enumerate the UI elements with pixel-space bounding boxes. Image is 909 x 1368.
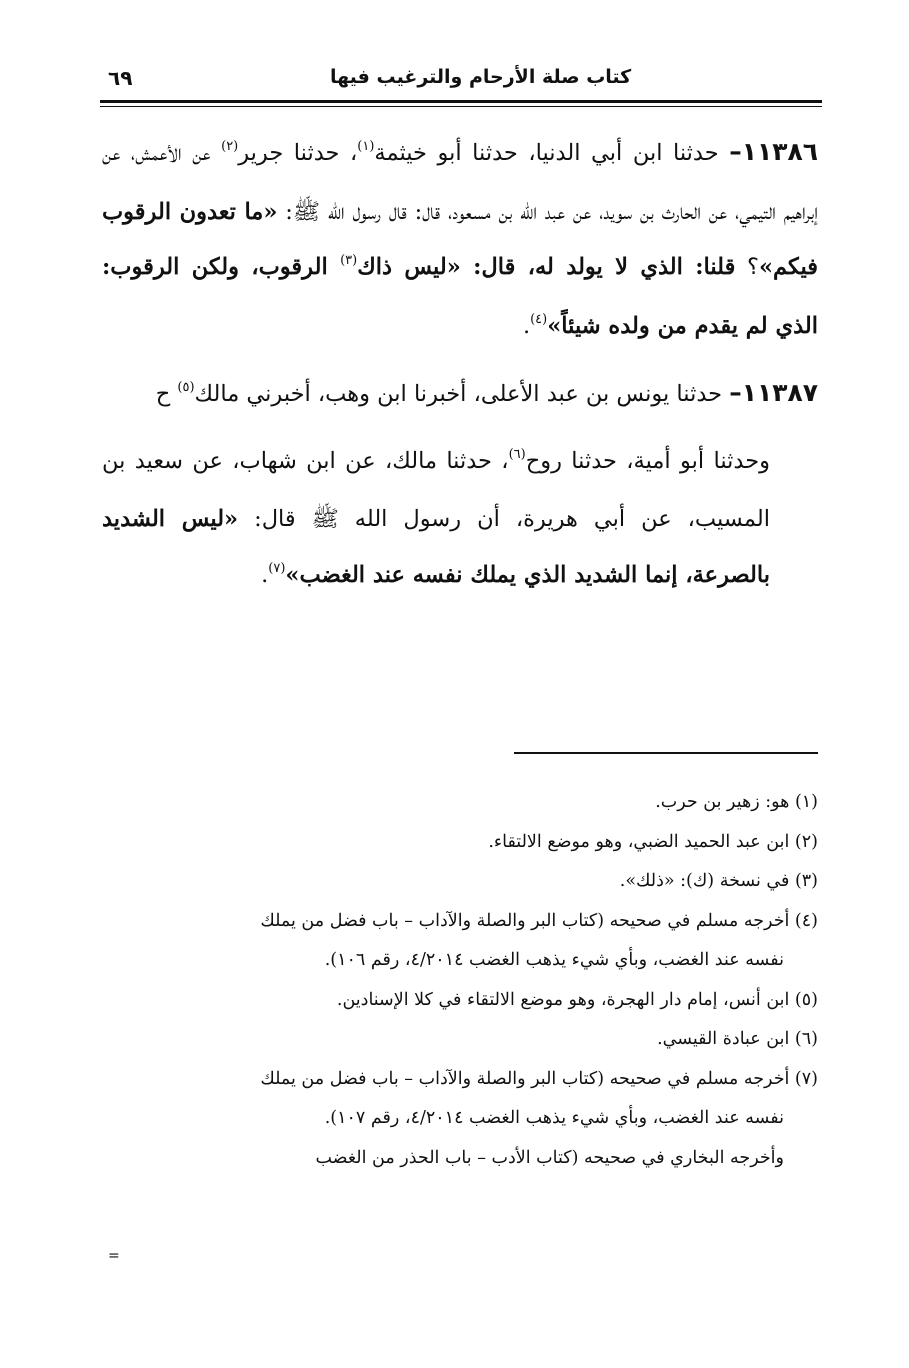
matn-text: قلنا: الذي لا يولد له، قال: [460,254,736,280]
matn-quote: «ما تعدون الرقوب فيكم» [102,198,818,280]
hadith-1387-second-isnad [102,434,818,607]
footnote-ref-2: (٢) [221,139,239,154]
footnote-ref-1: (١) [357,139,375,154]
footnote-ref-5: (٥) [177,380,195,395]
footnote-ref-4: (٤) [530,311,548,327]
footnote-7: (٧) أخرجه مسلم في صحيحه (كتاب البر والصلة والآداب – باب فضل من يملك [260,1068,818,1089]
footnote-3: (٣) في نسخة (ك): «ذلك». [619,871,818,891]
footnote-7-continued: نفسه عند الغضب، وبأي شيء يذهب الغضب ٤/٢٠١٤، رقم ١٠٧). [324,1108,784,1128]
isnad-text: وحدثنا أبو أمية، حدثنا روح [525,447,770,474]
footnote-5: (٥) ابن أنس، إمام دار الهجرة، وهو موضع الالتقاء في كلا الإسنادين. [336,989,818,1010]
matn-quote: الرقوب، ولكن الرقوب: الذي لم يقدم من ولده شيئاً» [102,254,818,339]
footnote-6: (٦) ابن عبادة القيسي. [657,1029,818,1049]
isnad-text: حدثنا ابن أبي الدنيا، حدثنا أبو خيثمة [374,140,730,166]
hadith-1386 [102,124,818,357]
footnote-separator [514,752,818,754]
punctuation: ؟ [735,254,759,280]
page-number: ٦٩ [108,66,133,90]
punctuation: . [261,561,269,588]
header-rule-thick [100,100,822,103]
footnote-ref-7: (٧) [268,560,286,576]
footnote-4: (٤) أخرجه مسلم في صحيحه (كتاب البر والصلة والآداب – باب فضل من يملك [260,910,818,931]
footnote-ref-6: (٦) [508,446,526,462]
footnote-4-continued: نفسه عند الغضب، وبأي شيء يذهب الغضب ٤/٢٠١٤، رقم ١٠٦). [324,950,784,970]
hadith-dash: – [729,137,742,166]
matn-quote: «ليس ذاك [357,254,461,280]
hadith-1387 [102,365,818,426]
header-rule-thin [100,106,822,107]
running-header-title: كتاب صلة الأرحام والترغيب فيها [330,66,632,88]
footnote-ref-3: (٣) [340,253,358,268]
continuation-mark: = [108,1248,120,1264]
matn-quote: «ليس الشديد بالصرعة، إنما الشديد الذي يملك نفسه عند الغضب» [102,506,770,588]
isnad-text: ، حدثنا مالك، عن ابن شهاب، عن سعيد بن المسيب، عن أبي هريرة، أن رسول الله ﷺ قال: [102,447,770,532]
isnad-text: ح [155,381,178,407]
punctuation: . [522,312,531,339]
footnote-1: (١) هو: زهير بن حرب. [655,792,818,812]
isnad-text: عن الأعمش، عن إبراهيم التيمي، عن الحارث بن سويد، عن عبد الله بن مسعود، قال: قال رسول الله ﷺ: [102,140,818,225]
footnote-2: (٢) ابن عبد الحميد الضبي، وهو موضع الالتقاء. [488,831,818,852]
footnotes [106,783,818,1178]
hadith-number: ١١٣٨٦ [741,137,818,166]
hadith-number: ١١٣٨٧ [741,378,818,407]
main-text [102,124,818,606]
footnote-7-additional: وأخرجه البخاري في صحيحه (كتاب الأدب – باب الحذر من الغضب [315,1147,784,1168]
hadith-dash: – [729,378,742,407]
isnad-text: حدثنا يونس بن عبد الأعلى، أخبرنا ابن وهب، أخبرني مالك [194,381,730,407]
isnad-text: ، حدثنا جرير [238,140,358,166]
